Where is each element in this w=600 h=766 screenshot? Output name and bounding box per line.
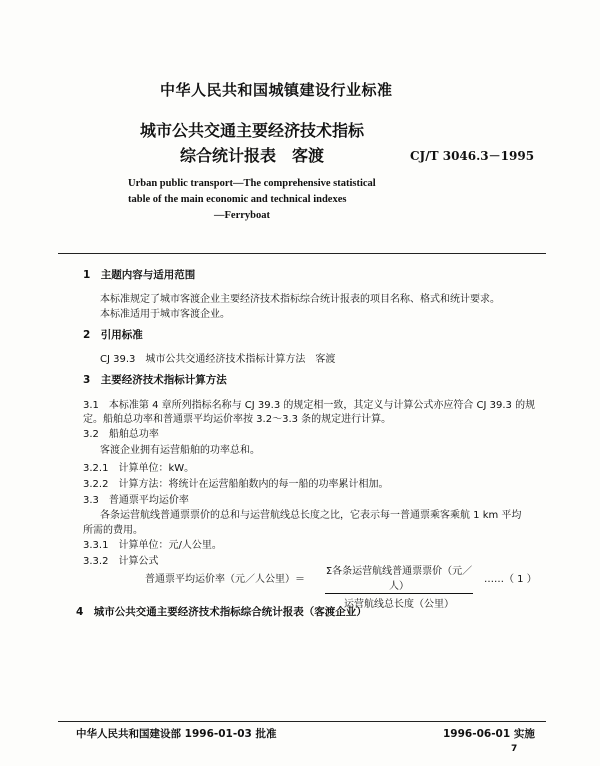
section-3-3-2: 3.3.2 计算公式 [83,556,159,567]
bottom-rule [58,721,546,722]
formula-tag: ……（ 1 ） [484,574,537,585]
section-3-3-title: 3.3 普通票平均运价率 [83,495,189,506]
section-3-title: 3 主要经济技术指标计算方法 [83,374,227,386]
section-3-3-desc-line-1: 各条运营航线普通票票价的总和与运营航线总长度之比，它表示每一普通票乘客乘航 1 km 平均 [100,510,522,521]
page-number: 7 [511,744,518,754]
section-4-title: 4 城市公共交通主要经济技术指标综合统计报表（客渡企业） [76,606,367,618]
formula-numerator: Σ各条运营航线普通票票价（元／人） [325,562,473,594]
standard-code: CJ/T 3046.3－1995 [410,149,535,163]
section-3-2-1: 3.2.1 计算单位：kW。 [83,463,195,474]
title-line-1: 城市公共交通主要经济技术指标 [140,121,365,140]
section-2-reference: CJ 39.3 城市公共交通经济技术指标计算方法 客渡 [100,354,336,365]
section-1-para-1: 本标准规定了城市客渡企业主要经济技术指标综合统计报表的项目名称、格式和统计要求。 [100,294,500,305]
formula-left-side: 普通票平均运价率（元／人公里）＝ [145,574,305,585]
effective-date: 1996-06-01 实施 [443,728,535,740]
section-1-para-2: 本标准适用于城市客渡企业。 [100,309,230,320]
title-line-2: 综合统计报表 客渡 [180,146,325,165]
section-3-2-title: 3.2 船舶总功率 [83,429,159,440]
top-rule [58,253,546,254]
standard-org: 中华人民共和国城镇建设行业标准 [160,81,393,99]
english-title-line-2: table of the main economic and technical indexes [128,194,347,205]
section-3-2-desc: 客渡企业拥有运营船舶的功率总和。 [100,445,260,456]
section-3-2-2: 3.2.2 计算方法：将统计在运营船舶数内的每一船的功率累计相加。 [83,479,389,490]
formula-fraction [325,562,473,610]
english-title-line-3: —Ferryboat [214,210,270,221]
section-2-title: 2 引用标准 [83,329,143,341]
section-3-1-line-2: 定。船舶总功率和普通票平均运价率按 3.2～3.3 条的规定进行计算。 [83,414,392,425]
approval-line: 中华人民共和国建设部 1996-01-03 批准 [76,728,277,740]
formula-denominator: 运营航线总长度（公里） [344,599,454,610]
section-3-3-1: 3.3.1 计算单位：元/人公里。 [83,540,222,551]
section-3-1-line-1: 3.1 本标准第 4 章所列指标名称与 CJ 39.3 的规定相一致，其定义与计算公式亦应符合 CJ 39.3 的规 [83,400,536,411]
section-1-title: 1 主题内容与适用范围 [83,269,196,281]
section-3-3-desc-line-2: 所需的费用。 [83,525,143,536]
english-title-line-1: Urban public transport—The comprehensive statistical [128,178,376,189]
